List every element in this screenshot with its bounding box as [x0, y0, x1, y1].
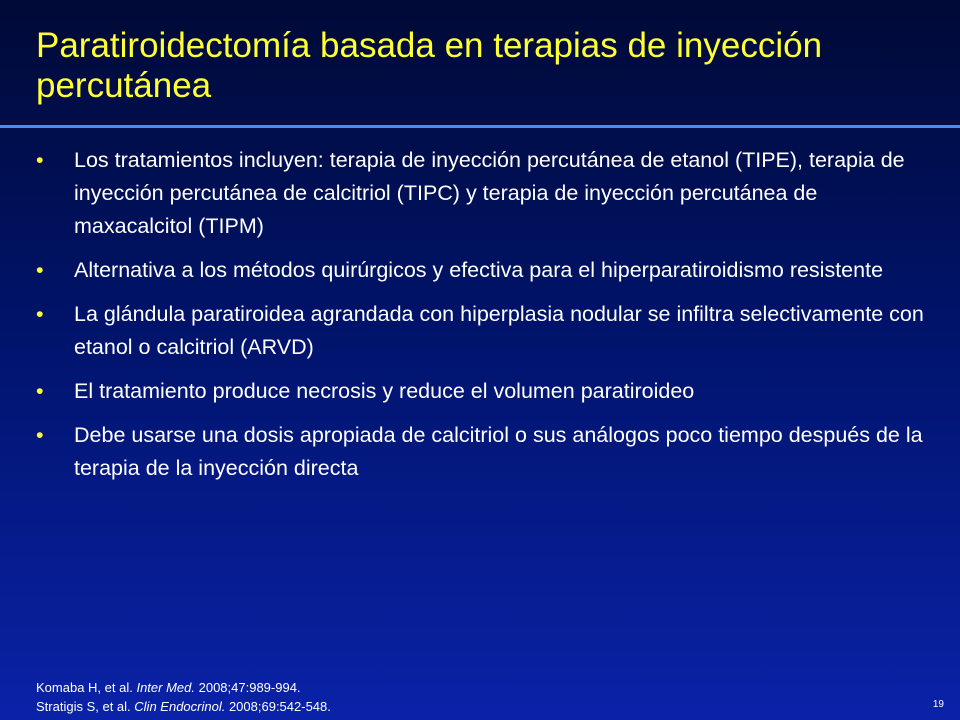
bullet-list	[36, 144, 926, 496]
reference-details: 2008;47:989-994.	[198, 680, 301, 695]
bullet-item	[36, 419, 926, 485]
bullet-marker: •	[36, 258, 44, 282]
bullet-marker: •	[36, 423, 44, 447]
bullet-item	[36, 375, 926, 408]
reference-journal: Inter Med.	[136, 680, 195, 695]
slide-title: Paratiroidectomía basada en terapias de inyección percutánea	[36, 26, 823, 105]
page-number: 19	[932, 699, 944, 710]
bullet-marker: •	[36, 148, 44, 172]
bullet-text: El tratamiento produce necrosis y reduce el volumen paratiroideo	[74, 379, 695, 403]
bullet-item	[36, 298, 926, 364]
bullet-item	[36, 144, 926, 243]
bullet-text: Alternativa a los métodos quirúrgicos y efectiva para el hiperparatiroidismo resistente	[74, 258, 884, 282]
reference-item	[36, 697, 331, 716]
bullet-text: La glándula paratiroidea agrandada con hiperplasia nodular se infiltra selectivamente con etanol o calcitriol (ARVD)	[74, 302, 924, 359]
bullet-item	[36, 254, 926, 287]
reference-details: 2008;69:542-548.	[228, 699, 331, 714]
bullet-text: Debe usarse una dosis apropiada de calcitriol o sus análogos poco tiempo después de la terapia de la inyección directa	[74, 423, 923, 480]
reference-authors: Komaba H, et al.	[36, 680, 133, 695]
references	[36, 678, 331, 716]
reference-item	[36, 678, 331, 697]
title-divider	[0, 125, 960, 128]
bullet-marker: •	[36, 379, 44, 403]
reference-authors: Stratigis S, et al.	[36, 699, 131, 714]
bullet-marker: •	[36, 302, 44, 326]
bullet-text: Los tratamientos incluyen: terapia de inyección percutánea de etanol (TIPE), terapia de inyección percutánea de calcitriol (TIPC) y terapia de inyección percutánea de maxacalcitol (TIPM)	[74, 148, 905, 238]
reference-journal: Clin Endocrinol.	[134, 699, 226, 714]
